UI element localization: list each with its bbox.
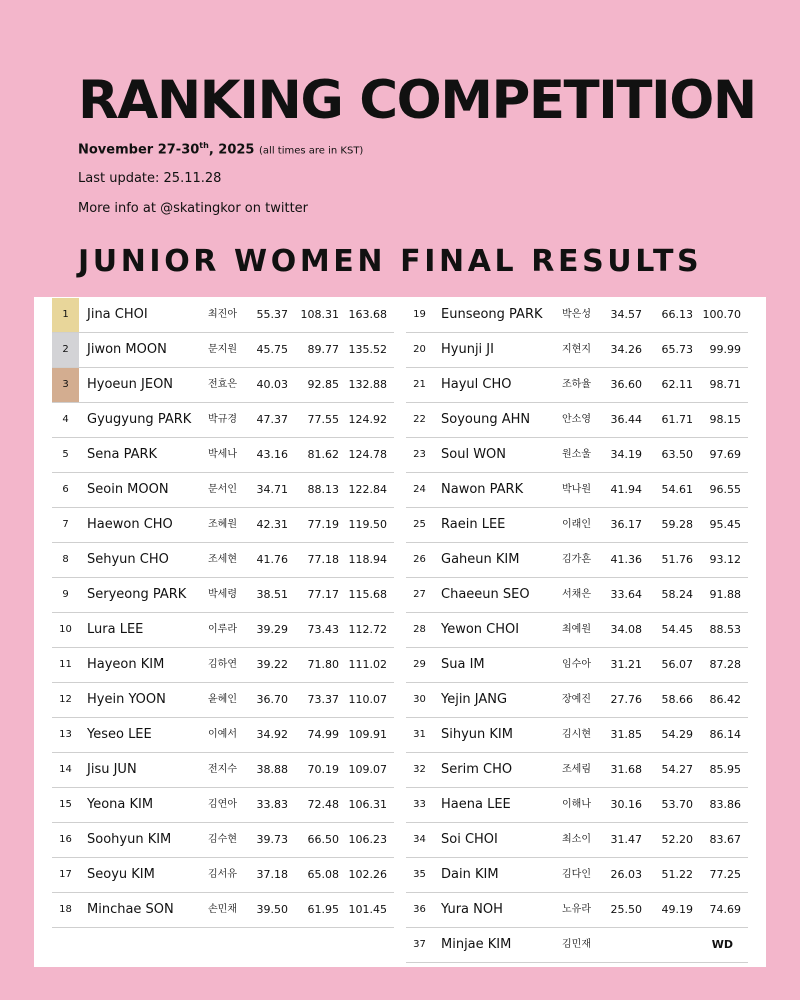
total-score: 102.26	[348, 868, 387, 881]
total-score: 87.28	[709, 658, 741, 671]
short-program-score: 30.16	[610, 798, 642, 811]
rank-cell: 14	[59, 764, 72, 775]
korean-name: 이루라	[208, 624, 237, 635]
korean-name: 조세현	[208, 554, 237, 565]
table-row	[406, 403, 748, 438]
korean-name: 박규경	[208, 414, 237, 425]
rank-cell: 32	[413, 764, 426, 775]
total-score: 111.02	[348, 658, 387, 671]
skater-name: Dain KIM	[441, 867, 499, 882]
table-row	[406, 578, 748, 613]
table-row	[406, 298, 748, 333]
rank-cell: 6	[62, 484, 69, 495]
korean-name: 김수현	[208, 834, 237, 845]
table-row	[406, 508, 748, 543]
korean-name: 김다인	[562, 869, 591, 880]
table-row	[52, 368, 394, 403]
skater-name: Jina CHOI	[87, 307, 148, 322]
short-program-score: 39.50	[256, 903, 288, 916]
skater-name: Raein LEE	[441, 517, 506, 532]
results-column-right	[406, 298, 748, 963]
total-score: 109.07	[348, 763, 387, 776]
total-score: 88.53	[709, 623, 741, 636]
korean-name: 노유라	[562, 904, 591, 915]
table-row	[406, 543, 748, 578]
rank-cell: 11	[59, 659, 72, 670]
korean-name: 문지원	[208, 344, 237, 355]
last-update: Last update: 25.11.28	[78, 171, 222, 186]
short-program-score: 40.03	[256, 378, 288, 391]
korean-name: 안소영	[562, 414, 591, 425]
total-score: 93.12	[709, 553, 741, 566]
short-program-score: 33.64	[610, 588, 642, 601]
skater-name: Haewon CHO	[87, 517, 173, 532]
short-program-score: 47.37	[256, 413, 288, 426]
short-program-score: 41.76	[256, 553, 288, 566]
short-program-score: 34.19	[610, 448, 642, 461]
total-score: 110.07	[348, 693, 387, 706]
table-row	[52, 578, 394, 613]
table-row	[52, 648, 394, 683]
skater-name: Yewon CHOI	[441, 622, 520, 637]
total-score: 91.88	[709, 588, 741, 601]
free-skating-score: 54.29	[661, 728, 693, 741]
skater-name: Gyugyung PARK	[87, 412, 192, 427]
short-program-score: 27.76	[610, 693, 642, 706]
free-skating-score: 74.99	[307, 728, 339, 741]
skater-name: Yura NOH	[441, 902, 503, 917]
rank-cell: 26	[413, 554, 426, 565]
skater-name: Seryeong PARK	[87, 587, 187, 602]
total-score: 132.88	[348, 378, 387, 391]
free-skating-score: 51.76	[661, 553, 693, 566]
table-row	[52, 753, 394, 788]
table-row	[406, 928, 748, 963]
table-row	[52, 718, 394, 753]
korean-name: 윤혜인	[208, 694, 237, 705]
table-row	[406, 823, 748, 858]
skater-name: Jisu JUN	[87, 762, 137, 777]
total-score: 99.99	[709, 343, 741, 356]
short-program-score: 37.18	[256, 868, 288, 881]
free-skating-score: 73.37	[307, 693, 339, 706]
skater-name: Nawon PARK	[441, 482, 524, 497]
free-skating-score: 72.48	[307, 798, 339, 811]
more-info: More info at @skatingkor on twitter	[78, 201, 309, 216]
free-skating-score: 81.62	[307, 448, 339, 461]
short-program-score: 31.21	[610, 658, 642, 671]
free-skating-score: 73.43	[307, 623, 339, 636]
short-program-score: 34.26	[610, 343, 642, 356]
free-skating-score: 71.80	[307, 658, 339, 671]
table-row	[406, 858, 748, 893]
total-score: 97.69	[709, 448, 741, 461]
rank-cell: 37	[413, 939, 426, 950]
free-skating-score: 58.66	[661, 693, 693, 706]
total-score: 101.45	[348, 903, 387, 916]
korean-name: 서채은	[562, 589, 591, 600]
table-row	[406, 718, 748, 753]
skater-name: Sua IM	[441, 657, 485, 672]
rank-cell: 16	[59, 834, 72, 845]
free-skating-score: 63.50	[661, 448, 693, 461]
free-skating-score: 89.77	[307, 343, 339, 356]
free-skating-score: 51.22	[661, 868, 693, 881]
short-program-score: 25.50	[610, 903, 642, 916]
rank-cell: 5	[62, 449, 69, 460]
korean-name: 원소울	[562, 449, 591, 460]
skater-name: Minjae KIM	[441, 937, 512, 952]
skater-name: Hyein YOON	[87, 692, 166, 707]
korean-name: 김연아	[208, 799, 237, 810]
rank-cell: 30	[413, 694, 426, 705]
rank-cell: 10	[59, 624, 72, 635]
free-skating-score: 61.95	[307, 903, 339, 916]
short-program-score: 45.75	[256, 343, 288, 356]
rank-cell: 2	[52, 333, 79, 367]
results-column-left	[52, 298, 394, 928]
skater-name: Seoyu KIM	[87, 867, 155, 882]
free-skating-score: 58.24	[661, 588, 693, 601]
free-skating-score: 77.55	[307, 413, 339, 426]
table-row	[52, 473, 394, 508]
table-row	[406, 473, 748, 508]
table-row	[406, 753, 748, 788]
free-skating-score: 66.13	[661, 308, 693, 321]
free-skating-score: 92.85	[307, 378, 339, 391]
skater-name: Sena PARK	[87, 447, 158, 462]
rank-cell: 21	[413, 379, 426, 390]
korean-name: 지현지	[562, 344, 591, 355]
rank-cell: 7	[62, 519, 69, 530]
event-dates	[78, 141, 363, 157]
korean-name: 장예진	[562, 694, 591, 705]
skater-name: Soi CHOI	[441, 832, 498, 847]
korean-name: 최예원	[562, 624, 591, 635]
skater-name: Hyunji JI	[441, 342, 494, 357]
rank-cell: 20	[413, 344, 426, 355]
total-score: 100.70	[702, 308, 741, 321]
total-score: 124.92	[348, 413, 387, 426]
total-score: 112.72	[348, 623, 387, 636]
korean-name: 최소이	[562, 834, 591, 845]
rank-cell: 25	[413, 519, 426, 530]
results-table	[34, 297, 766, 967]
skater-name: Yejin JANG	[441, 692, 508, 707]
skater-name: Seoin MOON	[87, 482, 169, 497]
table-row	[52, 858, 394, 893]
free-skating-score: 59.28	[661, 518, 693, 531]
short-program-score: 41.94	[610, 483, 642, 496]
rank-cell: 4	[62, 414, 69, 425]
total-score: 83.86	[709, 798, 741, 811]
rank-cell: 33	[413, 799, 426, 810]
short-program-score: 38.88	[256, 763, 288, 776]
short-program-score: 39.73	[256, 833, 288, 846]
korean-name: 조혜원	[208, 519, 237, 530]
free-skating-score: 88.13	[307, 483, 339, 496]
total-score: 98.71	[709, 378, 741, 391]
rank-cell: 13	[59, 729, 72, 740]
table-row	[406, 333, 748, 368]
rank-cell: 17	[59, 869, 72, 880]
free-skating-score: 66.50	[307, 833, 339, 846]
skater-name: Sihyun KIM	[441, 727, 513, 742]
short-program-score: 42.31	[256, 518, 288, 531]
date-range: November 27-30	[78, 142, 200, 158]
short-program-score: 33.83	[256, 798, 288, 811]
skater-name: Chaeeun SEO	[441, 587, 530, 602]
total-score: 124.78	[348, 448, 387, 461]
rank-cell: 8	[62, 554, 69, 565]
rank-cell: 29	[413, 659, 426, 670]
korean-name: 이예서	[208, 729, 237, 740]
skater-name: Soul WON	[441, 447, 506, 462]
short-program-score: 36.70	[256, 693, 288, 706]
skater-name: Soyoung AHN	[441, 412, 531, 427]
rank-cell: 18	[59, 904, 72, 915]
free-skating-score: 70.19	[307, 763, 339, 776]
table-row	[52, 683, 394, 718]
total-score: 109.91	[348, 728, 387, 741]
rank-cell: 19	[413, 309, 426, 320]
short-program-score: 39.22	[256, 658, 288, 671]
free-skating-score: 53.70	[661, 798, 693, 811]
total-score: 74.69	[709, 903, 741, 916]
free-skating-score: 49.19	[661, 903, 693, 916]
korean-name: 문서인	[208, 484, 237, 495]
korean-name: 박나원	[562, 484, 591, 495]
free-skating-score: 61.71	[661, 413, 693, 426]
korean-name: 전지수	[208, 764, 237, 775]
total-score: 118.94	[348, 553, 387, 566]
total-score: 85.95	[709, 763, 741, 776]
table-row	[52, 298, 394, 333]
korean-name: 김하연	[208, 659, 237, 670]
total-score: 98.15	[709, 413, 741, 426]
short-program-score: 26.03	[610, 868, 642, 881]
timezone-note: (all times are in KST)	[259, 145, 364, 157]
total-score: 106.23	[348, 833, 387, 846]
rank-cell: 22	[413, 414, 426, 425]
free-skating-score: 54.61	[661, 483, 693, 496]
table-row	[406, 683, 748, 718]
korean-name: 박은성	[562, 309, 591, 320]
short-program-score: 34.92	[256, 728, 288, 741]
rank-cell: 12	[59, 694, 72, 705]
korean-name: 임수아	[562, 659, 591, 670]
short-program-score: 36.60	[610, 378, 642, 391]
short-program-score: 41.36	[610, 553, 642, 566]
skater-name: Minchae SON	[87, 902, 174, 917]
page-title: RANKING COMPETITION	[78, 70, 756, 131]
free-skating-score: 62.11	[661, 378, 693, 391]
korean-name: 조세림	[562, 764, 591, 775]
skater-name: Jiwon MOON	[87, 342, 167, 357]
short-program-score: 39.29	[256, 623, 288, 636]
total-score: 122.84	[348, 483, 387, 496]
korean-name: 조하율	[562, 379, 591, 390]
skater-name: Serim CHO	[441, 762, 513, 777]
short-program-score: 36.17	[610, 518, 642, 531]
short-program-score: 38.51	[256, 588, 288, 601]
table-row	[406, 368, 748, 403]
total-score: 135.52	[348, 343, 387, 356]
free-skating-score: 56.07	[661, 658, 693, 671]
short-program-score: 31.85	[610, 728, 642, 741]
korean-name: 김가흔	[562, 554, 591, 565]
rank-cell: 23	[413, 449, 426, 460]
results-heading: JUNIOR WOMEN FINAL RESULTS	[78, 244, 703, 279]
free-skating-score: 65.73	[661, 343, 693, 356]
short-program-score: 36.44	[610, 413, 642, 426]
short-program-score: 31.68	[610, 763, 642, 776]
total-score: 163.68	[348, 308, 387, 321]
table-row	[52, 438, 394, 473]
rank-cell: 34	[413, 834, 426, 845]
table-row	[406, 788, 748, 823]
table-row	[52, 823, 394, 858]
total-score: 77.25	[709, 868, 741, 881]
table-row	[52, 788, 394, 823]
short-program-score: 55.37	[256, 308, 288, 321]
free-skating-score: 77.17	[307, 588, 339, 601]
korean-name: 이래인	[562, 519, 591, 530]
korean-name: 김서유	[208, 869, 237, 880]
korean-name: 이해나	[562, 799, 591, 810]
skater-name: Soohyun KIM	[87, 832, 172, 847]
korean-name: 김시현	[562, 729, 591, 740]
total-score: 96.55	[709, 483, 741, 496]
short-program-score: 34.57	[610, 308, 642, 321]
skater-name: Yeona KIM	[87, 797, 154, 812]
date-year: , 2025	[208, 142, 255, 158]
rank-cell: 35	[413, 869, 426, 880]
short-program-score: 34.08	[610, 623, 642, 636]
short-program-score: 34.71	[256, 483, 288, 496]
table-row	[406, 648, 748, 683]
free-skating-score: 77.19	[307, 518, 339, 531]
rank-cell: 3	[52, 368, 79, 402]
korean-name: 전효은	[208, 379, 237, 390]
total-score: 95.45	[709, 518, 741, 531]
table-row	[52, 613, 394, 648]
table-row	[52, 893, 394, 928]
skater-name: Eunseong PARK	[441, 307, 543, 322]
date-suffix: th	[199, 141, 209, 150]
skater-name: Hayeon KIM	[87, 657, 165, 672]
rank-cell: 36	[413, 904, 426, 915]
rank-cell: 27	[413, 589, 426, 600]
rank-cell: 28	[413, 624, 426, 635]
korean-name: 박세령	[208, 589, 237, 600]
korean-name: 박세나	[208, 449, 237, 460]
total-score: 86.42	[709, 693, 741, 706]
short-program-score: 31.47	[610, 833, 642, 846]
total-score: 106.31	[348, 798, 387, 811]
rank-cell: 24	[413, 484, 426, 495]
free-skating-score: 54.45	[661, 623, 693, 636]
skater-name: Lura LEE	[87, 622, 144, 637]
table-row	[52, 403, 394, 438]
korean-name: 손민채	[208, 904, 237, 915]
total-score: 86.14	[709, 728, 741, 741]
skater-name: Hayul CHO	[441, 377, 512, 392]
free-skating-score: 108.31	[300, 308, 339, 321]
total-score: 119.50	[348, 518, 387, 531]
skater-name: Gaheun KIM	[441, 552, 520, 567]
total-score: 83.67	[709, 833, 741, 846]
korean-name: 최진아	[208, 309, 237, 320]
table-row	[406, 613, 748, 648]
free-skating-score: 54.27	[661, 763, 693, 776]
skater-name: Hyoeun JEON	[87, 377, 174, 392]
rank-cell: 9	[62, 589, 69, 600]
total-score: 115.68	[348, 588, 387, 601]
rank-cell: 15	[59, 799, 72, 810]
status-cell: WD	[711, 938, 733, 951]
free-skating-score: 52.20	[661, 833, 693, 846]
korean-name: 김민재	[562, 939, 591, 950]
skater-name: Yeseo LEE	[87, 727, 152, 742]
table-row	[52, 543, 394, 578]
table-row	[52, 333, 394, 368]
free-skating-score: 65.08	[307, 868, 339, 881]
table-row	[406, 438, 748, 473]
skater-name: Sehyun CHO	[87, 552, 169, 567]
short-program-score: 43.16	[256, 448, 288, 461]
table-row	[52, 508, 394, 543]
rank-cell: 1	[52, 298, 79, 332]
skater-name: Haena LEE	[441, 797, 511, 812]
rank-cell: 31	[413, 729, 426, 740]
table-row	[406, 893, 748, 928]
free-skating-score: 77.18	[307, 553, 339, 566]
